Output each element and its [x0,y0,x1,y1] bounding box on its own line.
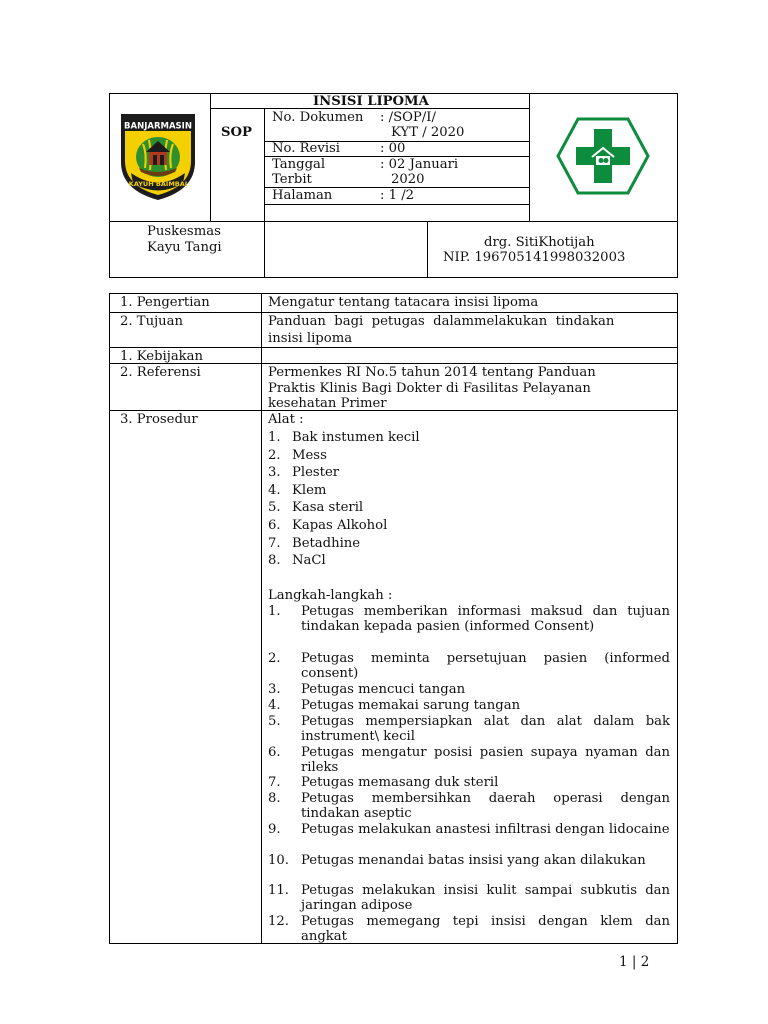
step-number: 2. [268,651,281,666]
step-number: 7. [268,775,281,790]
alat-item-number: 8. [268,553,281,569]
signer-nip: NIP. 196705141998032003 [443,250,626,265]
page-label: Halaman [272,188,333,203]
label-tujuan: 2. Tujuan [120,314,184,329]
org-name-line-2: Kayu Tangi [147,240,222,255]
alat-item-text: Kapas Alkohol [292,517,388,533]
alat-item-number: 4. [268,482,281,498]
alat-item-number: 6. [268,517,281,533]
doc-number-value-1: : /SOP/I/ [380,110,436,125]
alat-item-text: Betadhine [292,535,361,551]
step-text: Petugas melakukan anastesi infiltrasi dengan lidocaine [301,822,670,837]
step-text: Petugas memakai sarung tangan [301,698,521,713]
step-number: 6. [268,745,281,760]
label-prosedur: 3. Prosedur [120,412,198,427]
step-text: Petugas memegang tepi insisi dengan klem dan angkat [301,914,670,944]
step-number: 11. [268,883,289,898]
step-number: 9. [268,822,281,837]
alat-item-text: Bak instumen kecil [292,430,420,445]
referensi-text-line-3: kesehatan Primer [268,396,387,411]
revision-label: No. Revisi [272,141,341,156]
date-label-2: Terbit [272,172,312,187]
alat-item-number: 3. [268,465,281,481]
doc-number-label: No. Dokumen [272,110,364,125]
banjarmasin-crest-logo [117,110,199,202]
date-label-1: Tanggal [272,157,326,172]
date-value-2: 2020 [391,172,425,187]
pengertian-text: Mengatur tentang tatacara insisi lipoma [268,295,539,310]
date-value-1: : 02 Januari [380,157,459,172]
step-number: 10. [268,853,289,868]
crest-bottom-text: KAYUH BAIMBAI [128,180,188,188]
tujuan-text-line-1: Panduan bagi petugas dalammelakukan tindakan [268,314,615,329]
alat-item-text: Plester [292,465,340,481]
referensi-text-line-1: Permenkes RI No.5 tahun 2014 tentang Panduan [268,365,596,380]
alat-item-number: 1. [268,430,281,445]
label-kebijakan: 1. Kebijakan [120,349,204,364]
document-title: INSISI LIPOMA [313,94,429,109]
step-text: Petugas memberikan informasi maksud dan tujuan tindakan kepada pasien (informed Consent) [301,604,670,634]
doc-number-value-2: KYT / 2020 [391,125,465,140]
org-name-line-1: Puskesmas [147,224,221,239]
step-text: Petugas membersihkan daerah operasi dengan tindakan aseptic [301,791,670,821]
label-pengertian: 1. Pengertian [120,295,210,310]
step-number: 3. [268,682,281,697]
step-number: 5. [268,714,281,729]
step-number: 8. [268,791,281,806]
alat-item-text: Mess [292,447,327,463]
crest-top-text: BANJARMASIN [124,121,192,132]
alat-item-text: Klem [292,482,327,498]
puskesmas-logo [556,117,650,195]
referensi-text-line-2: Praktis Klinis Bagi Dokter di Fasilitas Pelayanan [268,381,591,396]
step-number: 12. [268,914,289,929]
label-referensi: 2. Referensi [120,365,201,380]
signer-name: drg. SitiKhotijah [484,235,595,250]
step-number: 1. [268,604,281,619]
alat-item-text: Kasa steril [292,500,364,516]
step-text: Petugas memasang duk steril [301,775,499,790]
step-text: Petugas mempersiapkan alat dan alat dalam bak instrument\ kecil [301,714,670,744]
sop-label: SOP [221,125,252,140]
page-value: : 1 /2 [380,188,415,203]
revision-value: : 00 [380,141,406,156]
tujuan-text-line-2: insisi lipoma [268,331,353,346]
alat-item-number: 2. [268,447,281,463]
page-number: 1 | 2 [619,954,650,970]
step-text: Petugas meminta persetujuan pasien (informed consent) [301,651,670,681]
alat-item-number: 5. [268,500,281,516]
langkah-heading: Langkah-langkah : [268,588,393,603]
alat-heading: Alat : [268,412,304,427]
step-number: 4. [268,698,281,713]
alat-item-number: 7. [268,535,281,551]
step-text: Petugas mengatur posisi pasien supaya nyaman dan rileks [301,745,670,775]
step-text: Petugas melakukan insisi kulit sampai subkutis dan jaringan adipose [301,883,670,913]
alat-item-text: NaCl [292,553,326,569]
step-text: Petugas mencuci tangan [301,682,466,697]
step-text: Petugas menandai batas insisi yang akan dilakukan [301,853,646,868]
